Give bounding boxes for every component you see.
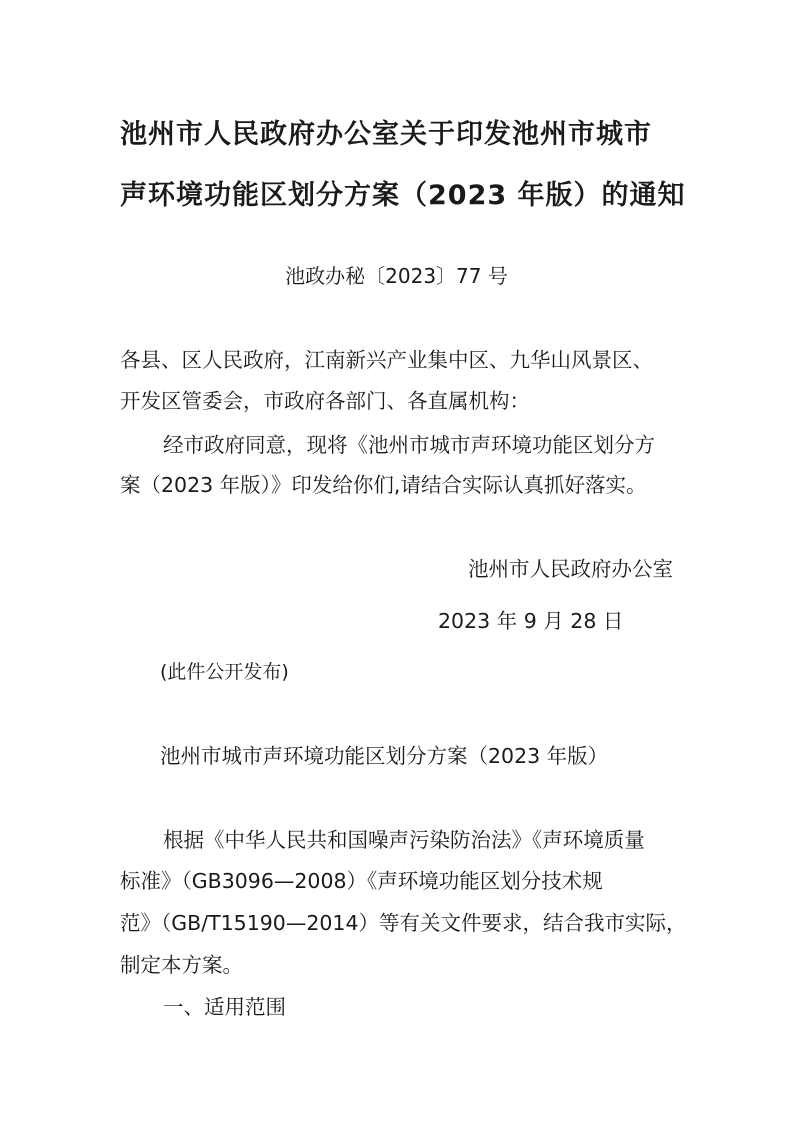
document-title-line-2: 声环境功能区划分方案（2023 年版）的通知 [120, 180, 686, 211]
signature-date: 2023 年 9 月 28 日 [438, 609, 624, 633]
basis-paragraph-line-3: 范》（GB/T15190—2014）等有关文件要求，结合我市实际， [120, 911, 687, 935]
basis-paragraph-line-1: 根据《中华人民共和国噪声污染防治法》《声环境质量 [163, 828, 645, 852]
basis-paragraph-line-2: 标准》（GB3096—2008）《声环境功能区划分技术规 [120, 869, 603, 893]
recipients-line-1: 各县、区人民政府，江南新兴产业集中区、九华山风景区、 [120, 348, 653, 372]
document-number: 池政办秘〔2023〕77 号 [285, 264, 508, 288]
plan-title: 池州市城市声环境功能区划分方案（2023 年版） [160, 744, 609, 768]
basis-paragraph-line-4: 制定本方案。 [120, 953, 243, 977]
notice-line-2: 案（2023 年版）》印发给你们,请结合实际认真抓好落实。 [120, 473, 647, 497]
notice-line-1: 经市政府同意，现将《池州市城市声环境功能区划分方 [163, 433, 655, 457]
recipients-line-2: 开发区管委会，市政府各部门、各直属机构： [120, 389, 530, 413]
section-heading-scope: 一、适用范围 [163, 995, 286, 1019]
publish-note: (此件公开发布) [160, 661, 289, 683]
document-title-line-1: 池州市人民政府办公室关于印发池州市城市 [120, 119, 652, 150]
signature-organization: 池州市人民政府办公室 [468, 557, 673, 581]
